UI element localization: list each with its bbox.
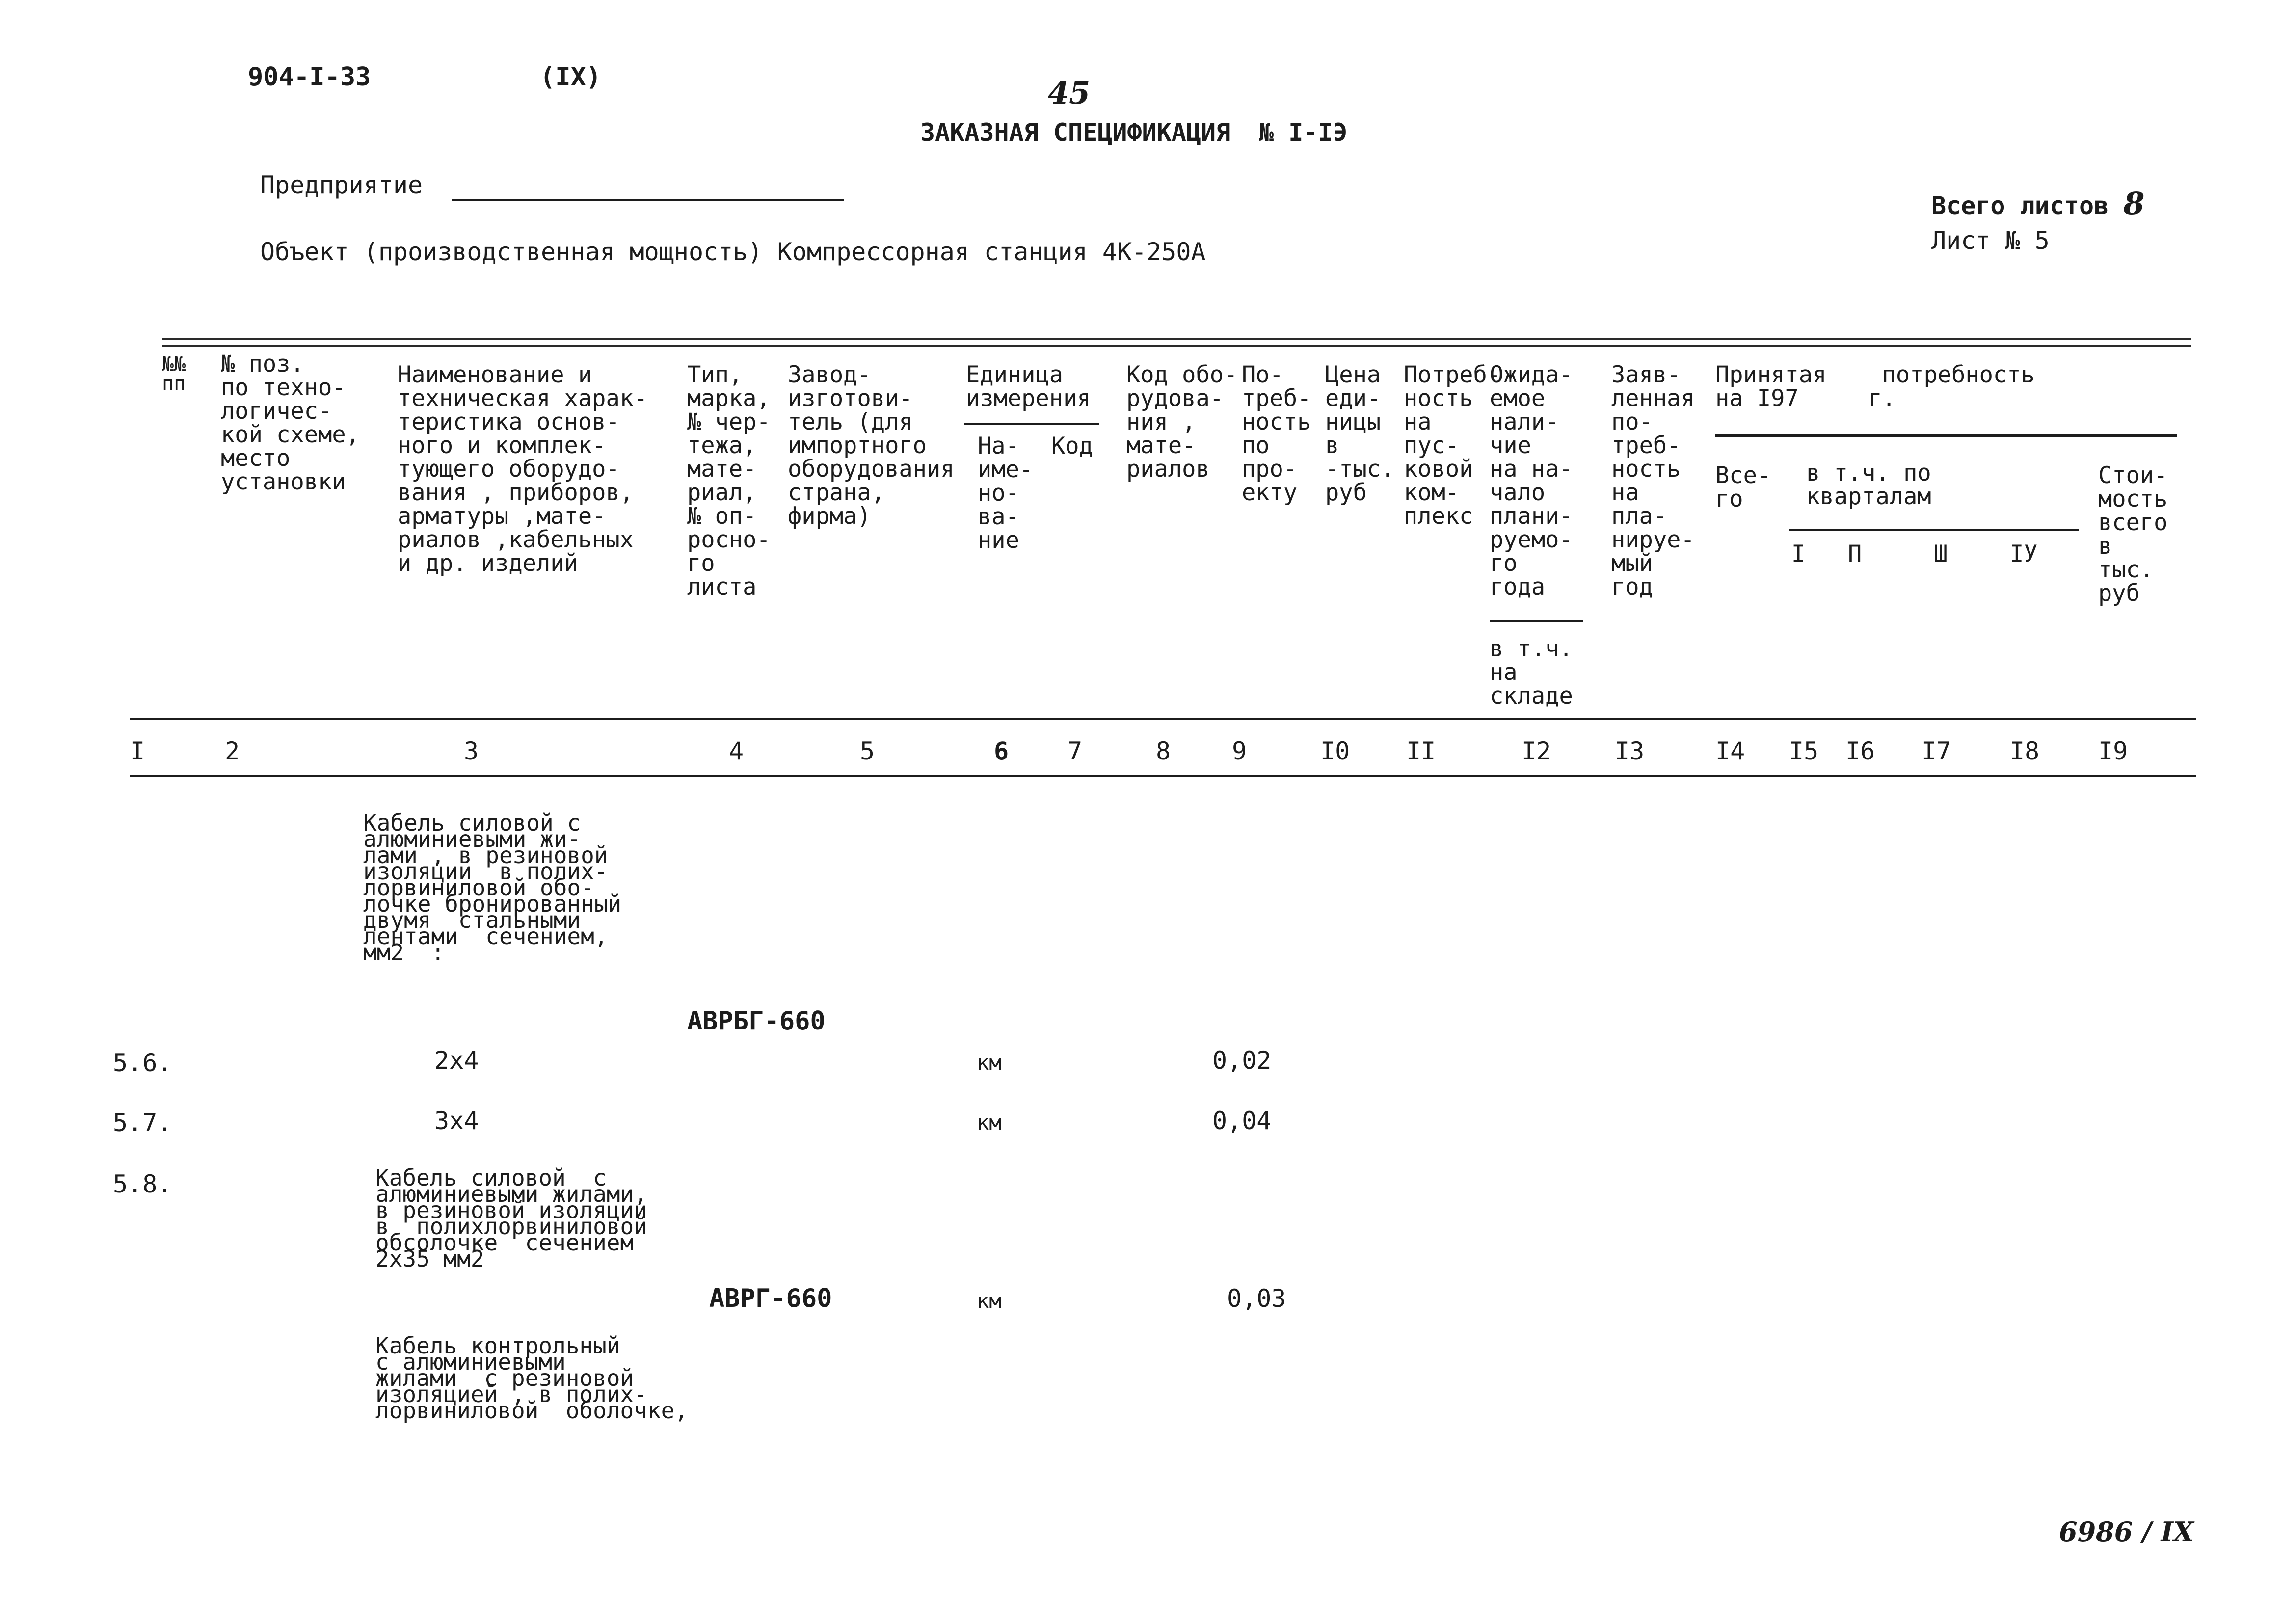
table-top-rule bbox=[162, 338, 2191, 347]
spec-number: № I-IЭ bbox=[1259, 118, 1348, 147]
row-5-8-qty: 0,03 bbox=[1227, 1284, 1286, 1313]
col-number-12: I2 bbox=[1522, 737, 1551, 765]
col-number-11: II bbox=[1406, 737, 1436, 765]
col-header-quarter-4: IУ bbox=[2010, 541, 2038, 568]
row-5-7-name: 3х4 bbox=[434, 1107, 479, 1135]
col-header-unit-name: На- име- но- ва- ние bbox=[978, 433, 1034, 554]
col-header-type: Тип, марка, № чер- тежа, мате- риал, № оп- росно- го листа bbox=[687, 361, 771, 600]
col-header-expected-stock: Ожида- емое нали- чие на на- чало плани- руемо- го года bbox=[1490, 361, 1573, 600]
col-header-quarter-3: Ш bbox=[1934, 541, 1948, 568]
col-number-8: 8 bbox=[1156, 737, 1171, 765]
col-number-7: 7 bbox=[1068, 737, 1083, 765]
col-header-unit-code: Код bbox=[1051, 433, 1093, 460]
row-5-8-type: АВРГ-660 bbox=[709, 1284, 832, 1313]
col-number-6: 6 bbox=[994, 737, 1009, 765]
col-number-16: I6 bbox=[1845, 737, 1875, 765]
col-header-manufacturer: Завод- изготови- тель (для импортного оборудования страна, фирма) bbox=[788, 361, 955, 530]
enterprise-label: Предприятие bbox=[260, 171, 423, 199]
sheets-total-value: 8 bbox=[2123, 186, 2145, 221]
row-cable-armored-name: Кабель силовой с алюминиевыми жи- лами , в резиновой изоляции в полих- лорвиниловой обо- лочке бронированный двумя стальными лентами сечением, мм2 : bbox=[363, 810, 622, 966]
col-header-project-need: По- треб- ность по про- екту bbox=[1242, 361, 1311, 506]
col-number-13: I3 bbox=[1615, 737, 1645, 765]
document-code: 904-I-33 bbox=[248, 62, 371, 92]
col-header-quarters-group: в т.ч. по кварталам bbox=[1806, 460, 1931, 510]
sheets-total bbox=[1931, 186, 2145, 221]
col-number-10: I0 bbox=[1320, 737, 1350, 765]
col-header-name: Наименование и техническая харак- теристика основ- ного и комплек- тующего оборудо- вания , приборов, арматуры ,мате- риалов ,кабельных и др. изделий bbox=[398, 361, 648, 577]
col-number-1: I bbox=[130, 737, 145, 765]
col-header-declared-need: Заяв- ленная по- треб- ность на пла- нируе- мый год bbox=[1611, 361, 1695, 600]
col-header-warehouse: в т.ч. на складе bbox=[1490, 635, 1573, 709]
quarters-group-rule bbox=[1789, 529, 2079, 531]
row-5-7-unit: км bbox=[977, 1110, 1002, 1135]
col-number-18: I8 bbox=[2010, 737, 2040, 765]
col-number-3: 3 bbox=[464, 737, 479, 765]
row-5-8-unit: км bbox=[977, 1289, 1002, 1313]
col-header-equipment-code: Код обо- рудова- ния , мате- риалов bbox=[1126, 361, 1238, 483]
col-header-total: Все- го bbox=[1715, 462, 1771, 513]
row-5-6-unit: км bbox=[977, 1051, 1002, 1075]
col-number-4: 4 bbox=[729, 737, 744, 765]
row-5-7-qty: 0,04 bbox=[1212, 1107, 1272, 1135]
object-line: Объект (производственная мощность) Компрессорная станция 4К-250А bbox=[260, 238, 1206, 266]
row-control-cable-name: Кабель контрольный с алюминиевыми жилами с резиновой изоляцией , в полих- лорвиниловой оболочке, bbox=[375, 1332, 688, 1424]
col-header-cost: Стои- мость всего в тыс. руб bbox=[2098, 462, 2168, 607]
footer-mark: 6986 / IX bbox=[2059, 1516, 2194, 1547]
row-5-6-name: 2х4 bbox=[434, 1046, 479, 1075]
col-header-row-number: №№ пп bbox=[162, 353, 186, 395]
enterprise-underline bbox=[452, 199, 844, 201]
row-5-6-qty: 0,02 bbox=[1212, 1046, 1272, 1075]
warehouse-subrule bbox=[1490, 620, 1583, 622]
row-5-8-number: 5.8. bbox=[113, 1170, 172, 1198]
row-5-8-name: Кабель силовой с алюминиевыми жилами, в резиновой изоляции в полихлорвиниловой обсолочке сечением 2х35 мм2 bbox=[375, 1164, 647, 1272]
col-header-unit-group: Единица измерения bbox=[966, 361, 1091, 412]
col-number-2: 2 bbox=[225, 737, 240, 765]
row-5-6-number: 5.6. bbox=[113, 1049, 172, 1077]
col-number-9: 9 bbox=[1232, 737, 1247, 765]
col-header-unit-price: Цена еди- ницы в -тыс. руб bbox=[1325, 361, 1395, 506]
col-header-position: № поз. по техно- логичес- кой схеме, место установки bbox=[221, 351, 360, 495]
col-header-accepted-group: Принятая потребность на I97 г. bbox=[1715, 361, 2035, 412]
accepted-group-rule bbox=[1715, 434, 2177, 437]
header-bottom-rule bbox=[130, 718, 2196, 720]
col-number-17: I7 bbox=[1922, 737, 1951, 765]
page-number: 45 bbox=[1048, 75, 1091, 111]
sheets-total-label: Всего листов bbox=[1931, 191, 2109, 220]
row-5-7-number: 5.7. bbox=[113, 1109, 172, 1137]
sheet-number: Лист № 5 bbox=[1931, 226, 2050, 255]
col-number-15: I5 bbox=[1789, 737, 1819, 765]
document-title: ЗАКАЗНАЯ СПЕЦИФИКАЦИЯ bbox=[920, 118, 1231, 147]
col-header-startup-need: Потреб- ность на пус- ковой ком- плекс bbox=[1404, 361, 1501, 530]
unit-group-rule bbox=[964, 423, 1099, 425]
col-number-5: 5 bbox=[860, 737, 875, 765]
col-number-14: I4 bbox=[1715, 737, 1745, 765]
numbers-bottom-rule bbox=[130, 775, 2196, 777]
col-number-19: I9 bbox=[2098, 737, 2128, 765]
col-header-quarter-2: П bbox=[1848, 541, 1862, 568]
row-cable-armored-type: АВРБГ-660 bbox=[687, 1006, 826, 1036]
volume-number: (IX) bbox=[540, 62, 602, 92]
col-header-quarter-1: I bbox=[1791, 541, 1806, 568]
